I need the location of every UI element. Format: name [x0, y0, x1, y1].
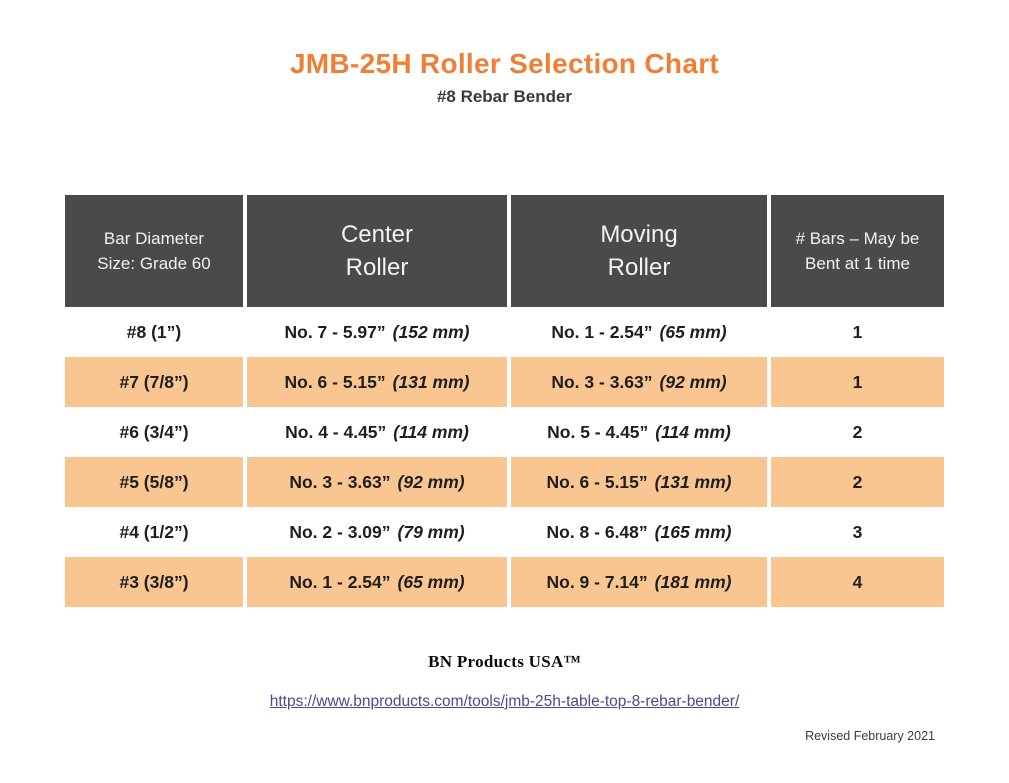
cell-moving-roller — [511, 407, 767, 457]
bar-size-value: #7 (7/8”) — [119, 371, 189, 392]
roller-spec-mm: (65 mm) — [659, 321, 727, 342]
header-line: Moving — [600, 221, 678, 248]
cell-moving-roller — [511, 307, 767, 357]
product-link[interactable]: https://www.bnproducts.com/tools/jmb-25h-table-top-8-rebar-bender/ — [269, 693, 740, 710]
header-line: # Bars – May be — [795, 229, 920, 248]
header-bars-per-bend — [771, 195, 944, 307]
roller-spec-mm: (131 mm) — [654, 471, 732, 492]
roller-spec: No. 6 - 5.15” — [546, 471, 648, 492]
cell-bar-size — [65, 507, 243, 557]
header-line: Bent at 1 time — [805, 254, 910, 273]
bar-size-value: #8 (1”) — [126, 321, 182, 342]
header-moving-roller — [511, 195, 767, 307]
roller-spec-mm: (181 mm) — [654, 571, 732, 592]
cell-bar-size — [65, 307, 243, 357]
revised-date: Revised February 2021 — [805, 729, 935, 743]
roller-spec: No. 9 - 7.14” — [546, 571, 648, 592]
cell-bars-at-once — [771, 407, 944, 457]
cell-moving-roller — [511, 557, 767, 607]
bars-count: 2 — [852, 421, 863, 442]
bars-count: 3 — [852, 521, 863, 542]
roller-selection-table — [65, 195, 944, 607]
cell-center-roller — [247, 457, 507, 507]
cell-bars-at-once — [771, 307, 944, 357]
header-bar-diameter — [65, 195, 243, 307]
roller-spec-mm: (65 mm) — [397, 571, 465, 592]
cell-bar-size — [65, 407, 243, 457]
roller-spec: No. 2 - 3.09” — [289, 521, 391, 542]
roller-spec: No. 7 - 5.97” — [284, 321, 386, 342]
roller-spec-mm: (92 mm) — [659, 371, 727, 392]
roller-spec-mm: (92 mm) — [397, 471, 465, 492]
cell-bars-at-once — [771, 457, 944, 507]
header-center-roller — [247, 195, 507, 307]
cell-moving-roller — [511, 357, 767, 407]
cell-center-roller — [247, 507, 507, 557]
roller-spec-mm: (152 mm) — [392, 321, 470, 342]
roller-spec: No. 4 - 4.45” — [285, 421, 387, 442]
cell-center-roller — [247, 357, 507, 407]
roller-spec: No. 1 - 2.54” — [551, 321, 653, 342]
roller-spec-mm: (165 mm) — [654, 521, 732, 542]
roller-spec-mm: (79 mm) — [397, 521, 465, 542]
bar-size-value: #3 (3/8”) — [119, 571, 189, 592]
cell-bars-at-once — [771, 557, 944, 607]
roller-spec: No. 1 - 2.54” — [289, 571, 391, 592]
roller-spec: No. 8 - 6.48” — [546, 521, 648, 542]
roller-spec-mm: (114 mm) — [393, 421, 469, 442]
cell-center-roller — [247, 407, 507, 457]
page-subtitle: #8 Rebar Bender — [436, 87, 573, 106]
cell-bar-size — [65, 357, 243, 407]
cell-bar-size — [65, 557, 243, 607]
bars-count: 1 — [852, 321, 863, 342]
header-line: Roller — [345, 254, 409, 281]
roller-spec: No. 5 - 4.45” — [547, 421, 649, 442]
cell-bars-at-once — [771, 357, 944, 407]
page-title: JMB-25H Roller Selection Chart — [289, 48, 720, 79]
header-line: Center — [340, 221, 414, 248]
cell-bars-at-once — [771, 507, 944, 557]
cell-center-roller — [247, 557, 507, 607]
cell-moving-roller — [511, 457, 767, 507]
cell-bar-size — [65, 457, 243, 507]
bar-size-value: #4 (1/2”) — [119, 521, 189, 542]
roller-spec: No. 6 - 5.15” — [284, 371, 386, 392]
bar-size-value: #5 (5/8”) — [119, 471, 189, 492]
roller-spec-mm: (131 mm) — [392, 371, 470, 392]
product-link-wrap — [0, 693, 1009, 711]
bars-count: 2 — [852, 471, 863, 492]
header-line: Size: Grade 60 — [97, 254, 211, 273]
cell-moving-roller — [511, 507, 767, 557]
header-line: Roller — [607, 254, 671, 281]
cell-center-roller — [247, 307, 507, 357]
roller-spec: No. 3 - 3.63” — [551, 371, 653, 392]
bars-count: 1 — [852, 371, 863, 392]
roller-spec: No. 3 - 3.63” — [289, 471, 391, 492]
header-line: Bar Diameter — [103, 229, 205, 248]
roller-spec-mm: (114 mm) — [655, 421, 731, 442]
brand-name: BN Products USA™ — [428, 652, 581, 671]
bar-size-value: #6 (3/4”) — [119, 421, 189, 442]
bars-count: 4 — [852, 571, 863, 592]
